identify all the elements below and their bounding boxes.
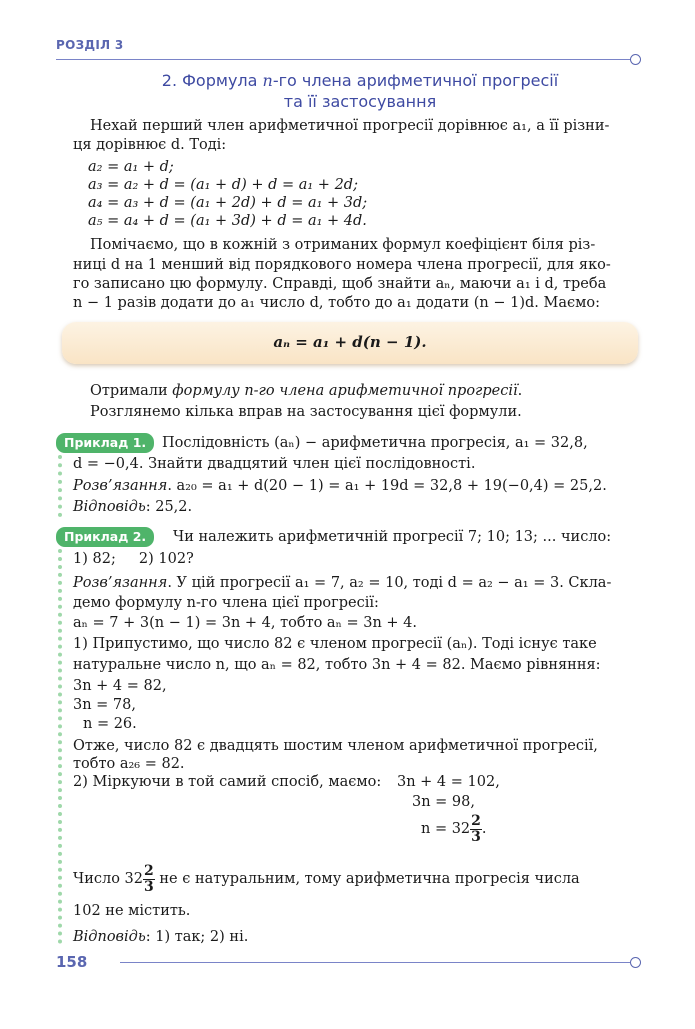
example2-equation-2: 3n = 78, — [73, 697, 136, 713]
paragraph4: Розглянемо кілька вправ на застосування цієї формули. — [90, 404, 522, 420]
example2-equation-3: n = 26. — [83, 716, 137, 732]
example2-solution-line-5: натуральне число n, що aₙ = 82, тобто 3n + 4 = 82. Маємо рівняння: — [73, 657, 601, 673]
section-label: РОЗДІЛ 3 — [56, 38, 124, 52]
example2-conclusion-line-2: 102 не містить. — [73, 903, 191, 919]
paragraph2-line-1: Помічаємо, що в кожній з отриманих формул коефіцієнт біля різ- — [90, 237, 596, 253]
footer-rule-end-circle — [630, 957, 641, 968]
paragraph2-line-4: n − 1 разів додати до a₁ число d, тобто до a₁ додати (n − 1)d. Маємо: — [73, 295, 601, 311]
fraction-two-thirds-conclusion: $\frac{2}{3}$ — [144, 862, 154, 895]
section-title-line1: 2. Формула n-го члена арифметичної прогресії — [161, 71, 559, 90]
paragraph2-line-3: го записано цю формулу. Справді, щоб знайти aₙ, маючи a₁ і d, треба — [73, 276, 607, 292]
example2-equation-4: 3n + 4 = 102, — [397, 774, 500, 790]
example1-solution: Розв’язання. a₂₀ = a₁ + d(20 − 1) = a₁ + 19d = 32,8 + 19(−0,4) = 25,2. — [73, 478, 607, 494]
header-rule-end-circle — [630, 54, 641, 65]
example2-conclusion-line-1: Число 32 $\frac{2}{3}$ не є натуральним, тому арифметична прогресія числа — [73, 862, 580, 895]
main-formula: aₙ = a₁ + d(n − 1). — [273, 333, 427, 351]
example1-line-1: Послідовність (aₙ) − арифметична прогресія, a₁ = 32,8, — [162, 435, 588, 451]
paragraph2-line-2: ниці d на 1 менший від порядкового номера члена прогресії, для яко- — [73, 257, 611, 273]
example1-line-2: d = −0,4. Знайти двадцятий член цієї послідовності. — [73, 456, 476, 472]
equation-a5: a₅ = a₄ + d = (a₁ + 3d) + d = a₁ + 4d. — [88, 213, 367, 229]
example1-badge: Приклад 1. — [56, 433, 154, 453]
example2-solution-line-4: 1) Припустимо, що число 82 є членом прогресії (aₙ). Тоді існує таке — [73, 636, 597, 652]
header-rule — [56, 59, 631, 60]
page-number: 158 — [56, 953, 88, 971]
fraction-two-thirds: $\frac{2}{3}$ — [471, 812, 481, 845]
example2-solution-line-3: aₙ = 7 + 3(n − 1) = 3n + 4, тобто aₙ = 3n + 4. — [73, 615, 417, 631]
intro-line-1: Нехай перший член арифметичної прогресії дорівнює a₁, а її різни- — [90, 118, 610, 134]
equation-a4: a₄ = a₃ + d = (a₁ + 2d) + d = a₁ + 3d; — [88, 195, 368, 211]
section-title-line2: та її застосування — [283, 92, 437, 111]
example2-dotted-margin — [58, 549, 68, 944]
example2-solution-line-8: 2) Міркуючи в той самий спосіб, маємо: — [73, 774, 382, 790]
footer-rule — [120, 962, 630, 963]
example2-solution-line-7: тобто a₂₆ = 82. — [73, 756, 185, 772]
example1-dotted-margin — [58, 455, 68, 517]
example1-answer: Відповідь: 25,2. — [73, 499, 193, 515]
example2-line-2: 1) 82; 2) 102? — [73, 551, 194, 567]
example2-line-1: Чи належить арифметичній прогресії 7; 10; 13; ... число: — [173, 529, 612, 545]
example2-solution-line-2: демо формулу n-го члена цієї прогресії: — [73, 595, 379, 611]
example2-badge: Приклад 2. — [56, 527, 154, 547]
example2-answer: Відповідь: 1) так; 2) ні. — [73, 929, 249, 945]
intro-line-2: ця дорівнює d. Тоді: — [73, 137, 227, 153]
example2-equation-6: n = 32 $\frac{2}{3}$ . — [421, 812, 487, 845]
example2-equation-5: 3n = 98, — [412, 794, 475, 810]
equation-a3: a₃ = a₂ + d = (a₁ + d) + d = a₁ + 2d; — [88, 177, 358, 193]
equation-a2: a₂ = a₁ + d; — [88, 159, 174, 175]
paragraph3: Отримали формулу n-го члена арифметичної прогресії. — [90, 383, 523, 399]
example2-equation-1: 3n + 4 = 82, — [73, 678, 167, 694]
example2-solution-line-1: Розв’язання. У цій прогресії a₁ = 7, a₂ = 10, тоді d = a₂ − a₁ = 3. Скла- — [73, 575, 612, 591]
example2-solution-line-6: Отже, число 82 є двадцять шостим членом арифметичної прогресії, — [73, 738, 598, 754]
